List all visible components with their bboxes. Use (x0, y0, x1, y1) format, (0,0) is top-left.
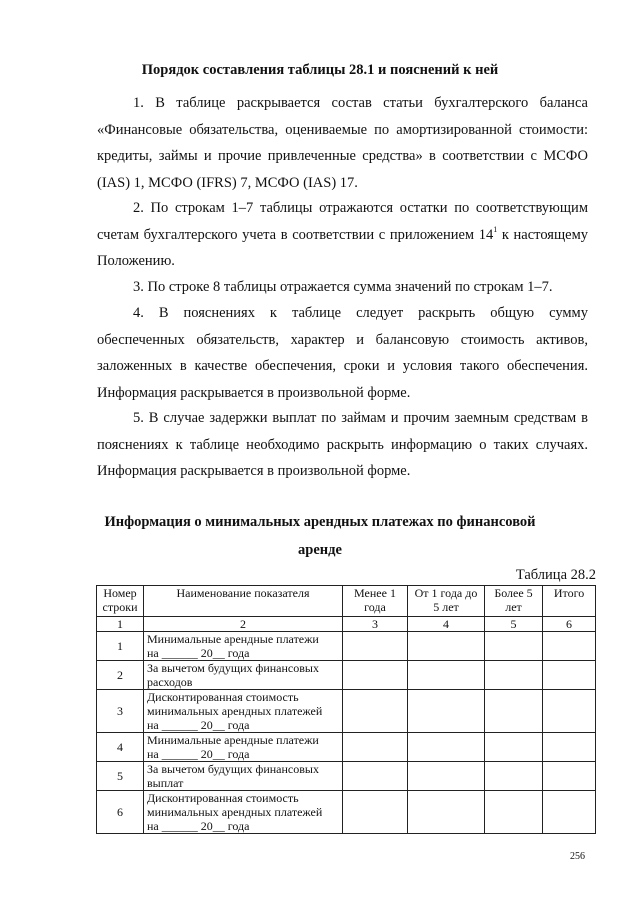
row-name (144, 762, 343, 791)
row-name (144, 690, 343, 733)
table-row (97, 690, 596, 733)
table-row (97, 791, 596, 834)
header-row-number: Номер строки (97, 586, 144, 617)
header-1-to-5-years: От 1 года до 5 лет (408, 586, 485, 617)
header-less-than-1-year: Менее 1 года (343, 586, 408, 617)
paragraph-1-text: 1. В таблице раскрывается состав статьи бухгалтерского баланса «Финансовые обязательства, оцениваемые по амортизированной стоимости: кредиты, займы и прочие привлеченные средства» в соответствии с МСФО (IAS) 1, МСФО (IFRS) 7, МСФО (IAS) 17. (97, 95, 588, 191)
value-cell (543, 690, 596, 733)
lease-payments-table (96, 585, 596, 834)
row-name-line: Дисконтированная стоимость (147, 791, 299, 805)
paragraph-5 (97, 405, 588, 485)
value-cell (408, 762, 485, 791)
value-cell (485, 661, 543, 690)
row-name-line: на ______ 20__ года (147, 747, 250, 761)
value-cell (343, 762, 408, 791)
row-name (144, 632, 343, 661)
value-cell (408, 690, 485, 733)
value-cell (543, 632, 596, 661)
column-number-row (97, 617, 596, 632)
paragraph-2 (97, 195, 588, 275)
paragraph-1 (97, 90, 588, 196)
row-number: 2 (97, 661, 144, 690)
row-name-line: выплат (147, 776, 184, 790)
paragraph-2-text: 2. По строкам 1–7 таблицы отражаются остатки по соответствующим счетам бухгалтерского учета в соответствии с приложением 14 (97, 200, 588, 243)
row-number: 5 (97, 762, 144, 791)
value-cell (485, 733, 543, 762)
value-cell (485, 632, 543, 661)
row-number: 6 (97, 791, 144, 834)
value-cell (543, 661, 596, 690)
page-number: 256 (570, 851, 585, 862)
header-indicator-name: Наименование показателя (144, 586, 343, 617)
row-name (144, 733, 343, 762)
header-over-5-years: Более 5 лет (485, 586, 543, 617)
row-name-line: минимальных арендных платежей (147, 704, 323, 718)
column-number: 6 (543, 617, 596, 632)
value-cell (408, 661, 485, 690)
table-title-line-1: Информация о минимальных арендных платежах по финансовой (104, 514, 536, 530)
table-row (97, 632, 596, 661)
column-number: 4 (408, 617, 485, 632)
row-name-line: За вычетом будущих финансовых (147, 762, 319, 776)
row-name-line: на ______ 20__ года (147, 819, 250, 833)
value-cell (485, 762, 543, 791)
header-total: Итого (543, 586, 596, 617)
column-number: 3 (343, 617, 408, 632)
row-number: 1 (97, 632, 144, 661)
row-name-line: расходов (147, 675, 193, 689)
value-cell (408, 733, 485, 762)
paragraph-3 (97, 274, 588, 301)
column-number: 5 (485, 617, 543, 632)
value-cell (543, 791, 596, 834)
paragraph-4-text: 4. В пояснениях к таблице следует раскрыть общую сумму обеспеченных обязательств, характер и балансовую стоимость активов, заложенных в качестве обеспечения, сроки и условия такого обеспечения. Информация раскрывается в произвольной форме. (97, 305, 588, 401)
value-cell (343, 791, 408, 834)
value-cell (343, 733, 408, 762)
row-name-line: минимальных арендных платежей (147, 805, 323, 819)
paragraph-3-text: 3. По строке 8 таблицы отражается сумма значений по строкам 1–7. (133, 279, 553, 295)
value-cell (485, 791, 543, 834)
value-cell (408, 632, 485, 661)
value-cell (543, 733, 596, 762)
section-heading: Порядок составления таблицы 28.1 и пояснений к ней (141, 62, 499, 78)
table-row (97, 762, 596, 791)
row-number: 3 (97, 690, 144, 733)
value-cell (485, 690, 543, 733)
row-name-line: Минимальные арендные платежи (147, 632, 319, 646)
paragraph-2-end: к настоящему Положению. (97, 226, 588, 269)
value-cell (343, 632, 408, 661)
table-row (97, 661, 596, 690)
row-number: 4 (97, 733, 144, 762)
row-name-line: Минимальные арендные платежи (147, 733, 319, 747)
table-row (97, 733, 596, 762)
table-title-line-2: аренде (298, 542, 342, 558)
row-name (144, 791, 343, 834)
row-name-line: За вычетом будущих финансовых (147, 661, 319, 675)
value-cell (343, 690, 408, 733)
row-name-line: Дисконтированная стоимость (147, 690, 299, 704)
row-name (144, 661, 343, 690)
value-cell (543, 762, 596, 791)
column-number: 1 (97, 617, 144, 632)
paragraph-4 (97, 300, 588, 406)
footnote-superscript: 1 (493, 224, 498, 234)
row-name-line: на ______ 20__ года (147, 718, 250, 732)
table-caption: Таблица 28.2 (515, 567, 596, 583)
row-name-line: на ______ 20__ года (147, 646, 250, 660)
column-number: 2 (144, 617, 343, 632)
value-cell (408, 791, 485, 834)
table-header-row (97, 586, 596, 617)
paragraph-5-text: 5. В случае задержки выплат по займам и прочим заемным средствам в пояснениях к таблице необходимо раскрыть информацию о таких случаях. Информация раскрывается в произвольной форме. (97, 410, 588, 479)
value-cell (343, 661, 408, 690)
